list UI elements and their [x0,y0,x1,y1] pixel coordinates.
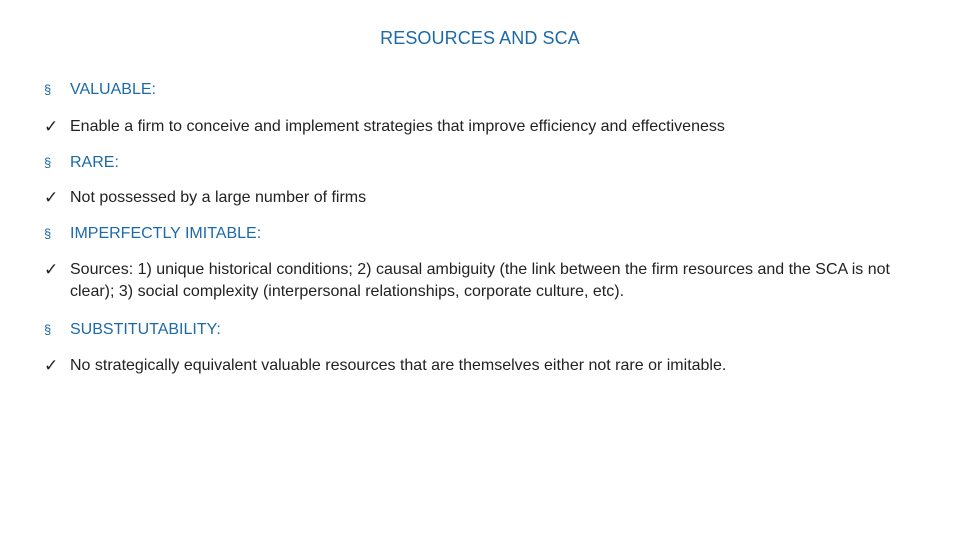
bullet-text: Sources: 1) unique historical conditions; 2) causal ambiguity (the link between the firm resources and the SCA is not clear); 3) social complexity (interpersonal relationships, corporate culture, etc). [70,261,890,300]
bullet-item-rare [44,152,934,174]
checkmark-icon: ✓ [44,260,59,280]
bullet-heading: SUBSTITUTABILITY: [70,321,221,338]
slide-title: RESOURCES AND SCA [380,28,580,48]
bullet-heading: RARE: [70,154,119,171]
bullet-item-valuable-detail [44,116,934,138]
square-bullet-icon: § [44,155,52,170]
bullet-text: No strategically equivalent valuable resources that are themselves either not rare or imitable. [70,357,727,374]
square-bullet-icon: § [44,82,52,97]
checkmark-icon: ✓ [44,188,59,208]
square-bullet-icon: § [44,322,52,337]
bullet-text: Not possessed by a large number of firms [70,189,367,206]
bullet-heading: VALUABLE: [70,81,156,98]
bullet-item-imperfectly-imitable [44,223,934,245]
bullet-item-valuable [44,79,934,101]
bullet-item-imperfectly-imitable-detail [44,259,934,303]
bullet-item-rare-detail [44,187,934,209]
checkmark-icon: ✓ [44,117,59,137]
square-bullet-icon: § [44,226,52,241]
bullet-heading: IMPERFECTLY IMITABLE: [70,225,262,242]
bullet-item-substitutability [44,319,934,341]
checkmark-icon: ✓ [44,356,59,376]
bullet-text: Enable a firm to conceive and implement strategies that improve efficiency and effectiveness [70,118,725,135]
bullet-item-substitutability-detail [44,355,934,377]
